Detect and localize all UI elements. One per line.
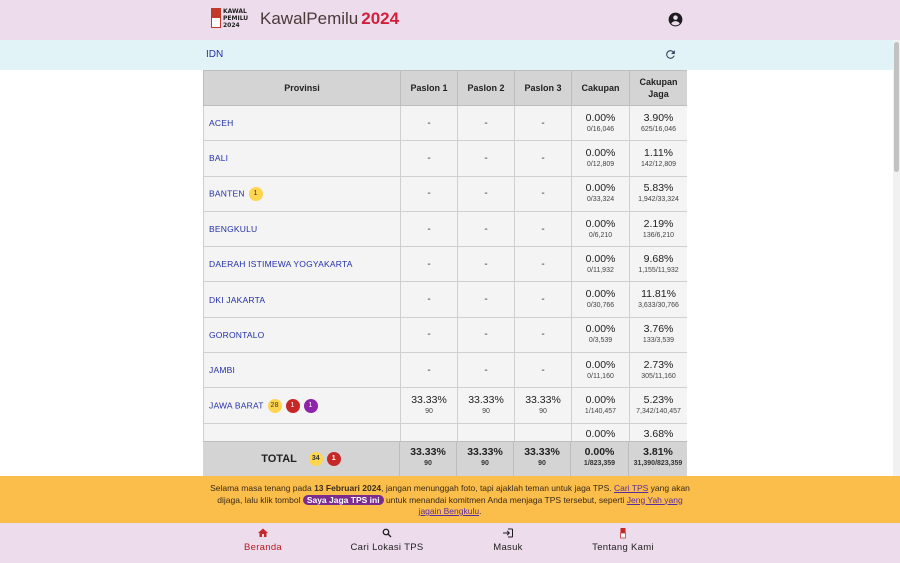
- paslon-2-cell: -: [458, 353, 515, 388]
- vertical-scrollbar[interactable]: [893, 40, 900, 476]
- header-paslon-3: Paslon 3: [515, 71, 572, 106]
- cakupan-jaga-cell: 3.76% 133/3,539: [630, 317, 688, 352]
- notice-text: Selama masa tenang pada 13 Februari 2024, jangan menunggah foto, tapi ajaklah teman untuk jaga TPS. Cari TPS yang akan dijaga, lalu klik tombol Saya Jaga TPS ini untuk menandai komitmen Anda menjaga TPS tersebut, seperti Jeng Yah yang jagain Bengkulu.: [210, 483, 690, 516]
- paslon-2-cell: -: [458, 141, 515, 176]
- paslon-3-cell: -: [515, 317, 572, 352]
- header-cakupan: Cakupan: [572, 71, 630, 106]
- paslon-2-cell: -: [458, 176, 515, 211]
- account-circle-icon[interactable]: [668, 12, 683, 27]
- paslon-1-cell: -: [401, 282, 458, 317]
- nav-tentang-kami[interactable]: Tentang Kami: [568, 527, 678, 553]
- cakupan-jaga-cell: 11.81% 3,633/30,766: [630, 282, 688, 317]
- province-link[interactable]: JAWA BARAT: [209, 399, 264, 410]
- province-link[interactable]: BALI: [204, 141, 401, 176]
- breadcrumb-bar: [0, 40, 893, 70]
- scrollbar-thumb[interactable]: [894, 42, 899, 172]
- cakupan-cell: 0.00% 0/30,766: [572, 282, 630, 317]
- paslon-3-cell: -: [515, 282, 572, 317]
- report-badge-red[interactable]: 1: [286, 399, 300, 413]
- cakupan-jaga-cell: 1.11% 142/12,809: [630, 141, 688, 176]
- cakupan-cell: 0.00% 1/140,457: [572, 388, 630, 423]
- paslon-2-cell: -: [458, 106, 515, 141]
- cakupan-cell: 0.00% 0/11,932: [572, 247, 630, 282]
- paslon-1-cell: -: [401, 211, 458, 246]
- table-row: [204, 353, 688, 388]
- bottom-navigation: [0, 523, 900, 563]
- total-row: [203, 441, 687, 476]
- header-provinsi: Provinsi: [204, 71, 401, 106]
- cakupan-cell: 0.00% 0/11,160: [572, 353, 630, 388]
- table-row: [204, 141, 688, 176]
- cakupan-jaga-cell: 3.90% 625/16,046: [630, 106, 688, 141]
- cakupan-jaga-cell: 2.19% 136/6,210: [630, 211, 688, 246]
- paslon-3-cell: -: [515, 211, 572, 246]
- report-badge-yellow[interactable]: 1: [249, 187, 263, 201]
- total-label: TOTAL: [261, 452, 297, 465]
- total-badge-yellow[interactable]: 34: [309, 452, 323, 466]
- cari-tps-link[interactable]: Cari TPS: [613, 483, 649, 493]
- refresh-icon[interactable]: [664, 48, 677, 61]
- province-link[interactable]: DAERAH ISTIMEWA YOGYAKARTA: [204, 247, 401, 282]
- total-paslon-3: 33.33% 90: [514, 442, 571, 476]
- paslon-1-cell: -: [401, 247, 458, 282]
- jeng-yah-link[interactable]: Jeng Yah yang jagain Bengkulu: [418, 494, 683, 516]
- province-link[interactable]: ACEH: [204, 106, 401, 141]
- app-bar: [0, 0, 900, 40]
- brand-title[interactable]: KawalPemilu 2024: [260, 9, 400, 28]
- cakupan-cell: 0.00% 0/33,324: [572, 176, 630, 211]
- total-paslon-2: 33.33% 90: [457, 442, 514, 476]
- results-table: [203, 70, 687, 459]
- report-badge-yellow[interactable]: 28: [268, 399, 282, 413]
- cakupan-jaga-cell: 2.73% 305/11,160: [630, 353, 688, 388]
- paslon-1-cell: -: [401, 141, 458, 176]
- breadcrumb-idn[interactable]: IDN: [206, 49, 224, 60]
- paslon-3-cell: -: [515, 176, 572, 211]
- paslon-2-cell: -: [458, 317, 515, 352]
- paslon-1-cell: 33.33% 90: [401, 388, 458, 423]
- total-badge-red[interactable]: 1: [327, 452, 341, 466]
- home-icon: [257, 527, 269, 539]
- results-table-wrapper: [203, 70, 687, 476]
- cakupan-cell: 0.00% 0/12,809: [572, 141, 630, 176]
- login-icon: [502, 527, 514, 539]
- logo-text: KAWAL PEMILU 2024: [223, 8, 249, 29]
- paslon-3-cell: -: [515, 353, 572, 388]
- table-row: [204, 282, 688, 317]
- paslon-1-cell: -: [401, 353, 458, 388]
- province-link[interactable]: DKI JAKARTA: [204, 282, 401, 317]
- search-icon: [381, 527, 393, 539]
- table-header-row: [204, 71, 688, 106]
- table-row: [204, 247, 688, 282]
- cakupan-cell: 0.00% 0/3,539: [572, 317, 630, 352]
- total-cakupan: 0.00% 1/823,359: [571, 442, 629, 476]
- province-link[interactable]: BANTEN: [209, 187, 245, 198]
- province-link[interactable]: JAMBI: [204, 353, 401, 388]
- province-cell: [204, 388, 401, 423]
- province-cell: [204, 176, 401, 211]
- paslon-3-cell: -: [515, 106, 572, 141]
- province-link[interactable]: GORONTALO: [204, 317, 401, 352]
- total-label-cell: [203, 442, 400, 476]
- paslon-2-cell: -: [458, 282, 515, 317]
- header-paslon-1: Paslon 1: [401, 71, 458, 106]
- table-row: [204, 106, 688, 141]
- cakupan-jaga-cell: 9.68% 1,155/11,932: [630, 247, 688, 282]
- paslon-2-cell: -: [458, 247, 515, 282]
- paslon-3-cell: -: [515, 247, 572, 282]
- nav-cari-lokasi-tps[interactable]: Cari Lokasi TPS: [332, 527, 442, 553]
- cakupan-jaga-cell: 3.68%: [630, 423, 688, 458]
- total-cakupan-jaga: 3.81% 31,390/823,359: [633, 446, 683, 467]
- header-cakupan-jaga: Cakupan Jaga: [630, 71, 688, 106]
- cakupan-cell: 0.00% 0/6,210: [572, 211, 630, 246]
- paslon-1-cell: -: [401, 176, 458, 211]
- table-row: [204, 176, 688, 211]
- table-row: [204, 317, 688, 352]
- paslon-1-cell: -: [401, 317, 458, 352]
- cakupan-cell: 0.00% 0/16,046: [572, 106, 630, 141]
- total-paslon-1: 33.33% 90: [400, 442, 457, 476]
- report-badge-purple[interactable]: 1: [304, 399, 318, 413]
- table-row: [204, 388, 688, 423]
- masa-tenang-notice: [0, 476, 900, 523]
- paslon-2-cell: -: [458, 211, 515, 246]
- nav-masuk[interactable]: Masuk: [453, 527, 563, 553]
- nav-beranda[interactable]: Beranda: [208, 527, 318, 553]
- flag-icon: [211, 8, 221, 28]
- kawalpemilu-logo[interactable]: [211, 8, 251, 30]
- paslon-1-cell: -: [401, 106, 458, 141]
- cakupan-cell: 0.00%: [572, 423, 630, 458]
- header-paslon-2: Paslon 2: [458, 71, 515, 106]
- kawalpemilu-flag-icon: [617, 527, 629, 539]
- table-row: [204, 211, 688, 246]
- paslon-3-cell: 33.33% 90: [515, 388, 572, 423]
- cakupan-jaga-cell: 5.83% 1,942/33,324: [630, 176, 688, 211]
- cakupan-jaga-cell: 5.23% 7,342/140,457: [630, 388, 688, 423]
- saya-jaga-tps-pill: Saya Jaga TPS ini: [303, 495, 384, 505]
- paslon-2-cell: 33.33% 90: [458, 388, 515, 423]
- province-link[interactable]: BENGKULU: [204, 211, 401, 246]
- paslon-3-cell: -: [515, 141, 572, 176]
